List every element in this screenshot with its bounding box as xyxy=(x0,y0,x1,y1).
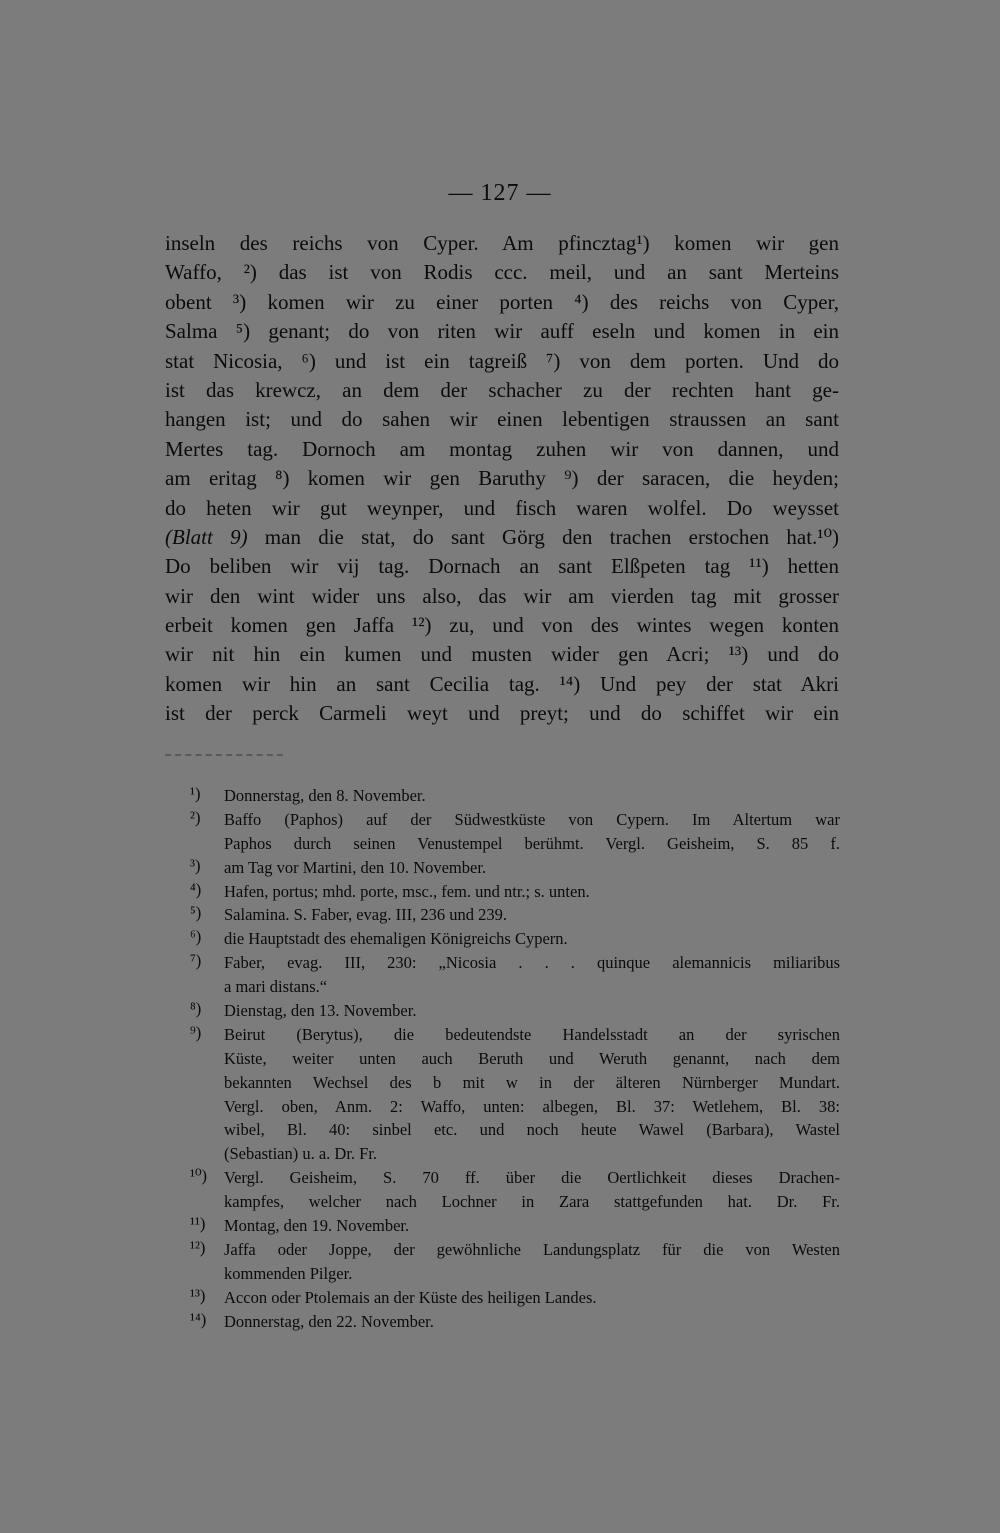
body-line: Mertes tag. Dornoch am montag zuhen wir von dannen, und xyxy=(165,436,839,461)
footnote-line: Küste, weiter unten auch Beruth und Weruth genannt, nach dem xyxy=(224,1048,840,1068)
footnote-7 xyxy=(190,951,840,999)
footnote-mark: ⁵) xyxy=(190,903,202,923)
footnote-2 xyxy=(190,808,840,856)
footnote-line: Donnerstag, den 8. November. xyxy=(224,786,426,805)
footnote-mark: ¹²) xyxy=(190,1237,206,1257)
footnote-mark: ⁷) xyxy=(190,951,202,971)
footnote-6 xyxy=(190,927,840,951)
footnote-4 xyxy=(190,880,840,904)
footnote-line: Salamina. S. Faber, evag. III, 236 und 239. xyxy=(224,905,507,925)
footnote-line: Baffo (Paphos) auf der Südwestküste von Cypern. Im Altertum war xyxy=(224,809,840,829)
footnote-mark: ⁴) xyxy=(190,879,202,899)
body-line: wir nit hin ein kumen und musten wider gen Acri; ¹³) und do xyxy=(165,642,839,667)
footnote-divider xyxy=(165,754,283,756)
body-line: erbeit komen gen Jaffa ¹²) zu, und von des wintes wegen konten xyxy=(165,613,839,638)
footnote-mark: ¹¹) xyxy=(190,1214,206,1234)
footnote-1 xyxy=(190,784,840,808)
footnote-line: Hafen, portus; mhd. porte, msc., fem. und ntr.; s. unten. xyxy=(224,881,590,901)
footnote-line: (Sebastian) u. a. Dr. Fr. xyxy=(224,1144,378,1164)
footnote-mark: ¹) xyxy=(190,784,201,803)
body-line: komen wir hin an sant Cecilia tag. ¹⁴) Und pey der stat Akri xyxy=(165,671,839,696)
footnote-line: a mari distans.“ xyxy=(224,977,328,997)
footnote-12 xyxy=(190,1238,840,1286)
footnote-line: Vergl. Geisheim, S. 70 ff. über die Oertlichkeit dieses Drachen- xyxy=(224,1168,840,1188)
footnote-mark: ¹⁴) xyxy=(190,1309,207,1329)
footnote-line: Faber, evag. III, 230: „Nicosia . . . quinque alemannicis miliaribus xyxy=(224,953,840,973)
body-line: wir den wint wider uns also, das wir am vierden tag mit grosser xyxy=(165,583,839,608)
footnote-line: Vergl. oben, Anm. 2: Waffo, unten: albegen, Bl. 37: Wetlehem, Bl. 38: xyxy=(224,1096,840,1116)
main-text xyxy=(165,229,839,729)
body-line: do heten wir gut weynper, und fisch waren wolfel. Do weysset xyxy=(165,495,839,520)
footnote-line: Accon oder Ptolemais an der Küste des heiligen Landes. xyxy=(224,1287,597,1307)
page-number: — 127 — xyxy=(448,180,552,206)
footnote-line: Paphos durch seinen Venustempel berühmt. Vergl. Geisheim, S. 85 f. xyxy=(224,833,840,853)
footnote-13 xyxy=(190,1286,840,1310)
body-line: stat Nicosia, ⁶) und ist ein tagreiß ⁷) von dem porten. Und do xyxy=(165,348,839,373)
footnote-11 xyxy=(190,1214,840,1238)
body-line: inseln des reichs von Cyper. Am pfincztag¹) komen wir gen xyxy=(165,231,839,255)
footnote-5 xyxy=(190,903,840,927)
footnote-line: Montag, den 19. November. xyxy=(224,1216,410,1236)
footnote-line: kampfes, welcher nach Lochner in Zara stattgefunden hat. Dr. Fr. xyxy=(224,1192,840,1212)
footnote-14 xyxy=(190,1310,840,1334)
body-line: ist das krewcz, an dem der schacher zu der rechten hant ge- xyxy=(165,377,839,402)
body-line: Waffo, ²) das ist von Rodis ccc. meil, und an sant Merteins xyxy=(165,260,839,285)
footnote-line: Jaffa oder Joppe, der gewöhnliche Landungsplatz für die von Westen xyxy=(224,1239,840,1259)
footnote-3 xyxy=(190,856,840,880)
footnote-line: Beirut (Berytus), die bedeutendste Handelsstadt an der syrischen xyxy=(224,1024,840,1044)
footnote-mark: ¹⁰) xyxy=(190,1166,208,1186)
footnote-line: Dienstag, den 13. November. xyxy=(224,1001,417,1021)
body-line: am eritag ⁸) komen wir gen Baruthy ⁹) der saracen, die heyden; xyxy=(165,466,839,491)
footnote-mark: ²) xyxy=(190,807,201,827)
folio-marker: (Blatt 9) xyxy=(165,524,248,549)
footnote-line: am Tag vor Martini, den 10. November. xyxy=(224,857,487,877)
footnote-line: bekannten Wechsel des b mit w in der älteren Nürnberger Mundart. xyxy=(224,1072,840,1092)
body-line: obent ³) komen wir zu einer porten ⁴) des reichs von Cyper, xyxy=(165,289,839,314)
footnote-10 xyxy=(190,1166,840,1214)
footnote-mark: ⁶) xyxy=(190,927,202,947)
footnote-mark: ⁹) xyxy=(190,1022,202,1042)
body-line: ist der perck Carmeli weyt und preyt; und do schiffet wir ein xyxy=(165,701,839,726)
body-line: Do beliben wir vij tag. Dornach an sant Elßpeten tag ¹¹) hetten xyxy=(165,554,839,579)
footnote-line: die Hauptstadt des ehemaligen Königreichs Cypern. xyxy=(224,929,568,949)
footnote-line: wibel, Bl. 40: sinbel etc. und noch heute Wawel (Barbara), Wastel xyxy=(224,1120,840,1140)
footnote-line: Donnerstag, den 22. November. xyxy=(224,1311,434,1331)
body-line: hangen ist; und do sahen wir einen lebentigen straussen an sant xyxy=(165,407,839,432)
footnote-8 xyxy=(190,999,840,1023)
footnote-9 xyxy=(190,1023,840,1166)
footnotes xyxy=(190,784,840,1333)
footnote-mark: ¹³) xyxy=(190,1285,206,1305)
footnote-mark: ³) xyxy=(190,855,201,875)
body-line: Salma ⁵) genant; do von riten wir auff eseln und komen in ein xyxy=(165,319,839,344)
footnote-line: kommenden Pilger. xyxy=(224,1263,353,1283)
footnote-mark: ⁸) xyxy=(190,999,202,1019)
body-line: (Blatt 9) man die stat, do sant Görg den trachen erstochen hat.¹⁰) xyxy=(165,524,839,549)
